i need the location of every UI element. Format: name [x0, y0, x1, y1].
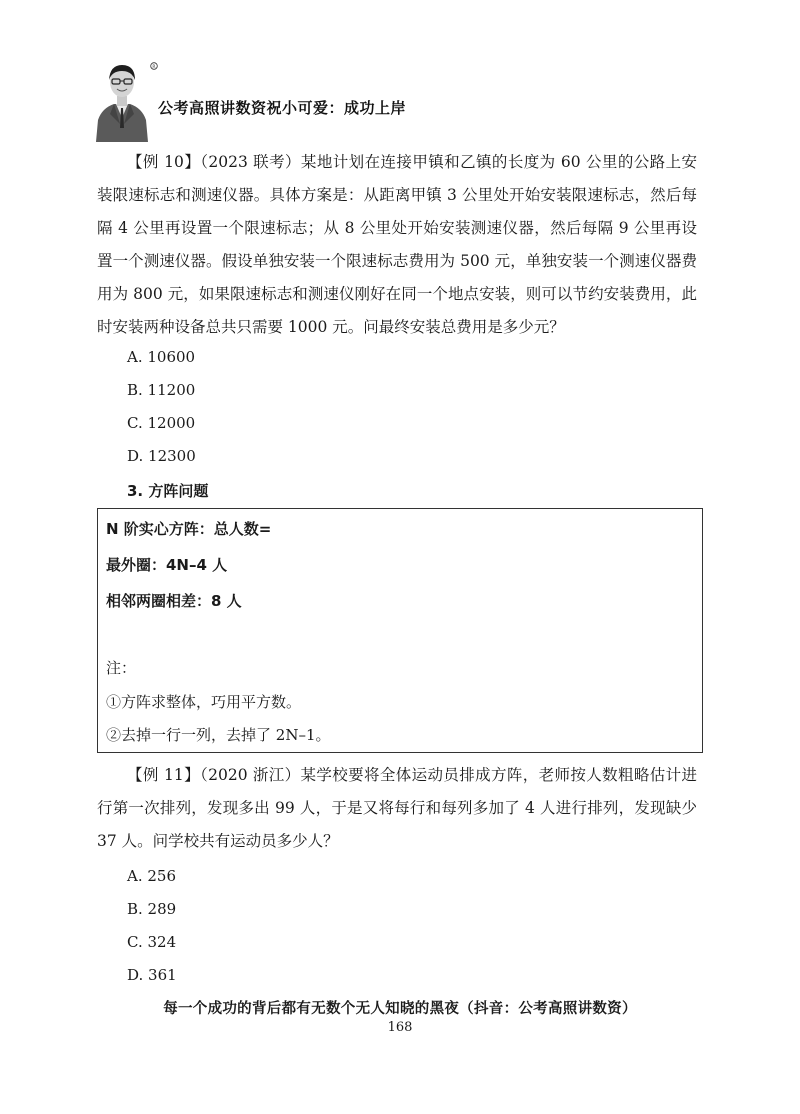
header-title: 公考高照讲数资祝小可爱：成功上岸 [158, 99, 407, 117]
formula-box [97, 508, 703, 753]
example-11-option-c: C. 324 [127, 933, 177, 951]
svg-text:R: R [152, 64, 156, 70]
footer-slogan: 每一个成功的背后都有无数个无人知晓的黑夜（抖音：公考高照讲数资） [163, 1001, 637, 1017]
page-header [92, 58, 512, 148]
example-11-option-d: D. 361 [127, 966, 177, 984]
page-number: 168 [387, 1020, 413, 1035]
formula-ring-difference: 相邻两圈相差：8 人 [106, 592, 242, 610]
example-10-option-a: A. 10600 [127, 348, 196, 366]
note-2: ②去掉一行一列，去掉了 2N–1。 [106, 726, 331, 744]
section-heading: 3. 方阵问题 [127, 482, 209, 500]
formula-outer-ring: 最外圈：4N–4 人 [106, 556, 228, 574]
registered-mark-icon [150, 62, 158, 70]
example-10-option-b: B. 11200 [127, 381, 196, 399]
avatar [92, 58, 152, 142]
note-1: ①方阵求整体，巧用平方数。 [106, 693, 302, 711]
example-10-question: 【例 10】（2023 联考）某地计划在连接甲镇和乙镇的长度为 60 公里的公路上安装限速标志和测速仪器。具体方案是：从距离甲镇 3 公里处开始安装限速标志，然后每隔 4 公里再设置一个限速标志；从 8 公里处开始安装测速仪器，然后每隔 9 公里再设置一个测速仪器。假设单独安装一个限速标志费用为 500 元，单独安装一个测速仪器费用为 800 元，如果限速标志和测速仪刚好在同一个地点安装，则可以节约安装费用，此时安装两种设备总共只需要 1000 元。问最终安装总费用是多少元？ [97, 153, 697, 336]
example-11-option-b: B. 289 [127, 900, 177, 918]
formula-total: N 阶实心方阵：总人数= [106, 520, 272, 538]
example-11-question: 【例 11】（2020 浙江）某学校要将全体运动员排成方阵，老师按人数粗略估计进行第一次排列，发现多出 99 人，于是又将每行和每列多加了 4 人进行排列，发现缺少 37 人。问学校共有运动员多少人？ [97, 766, 697, 850]
example-10-option-c: C. 12000 [127, 414, 196, 432]
note-label: 注： [106, 659, 137, 677]
example-11-option-a: A. 256 [127, 867, 176, 885]
example-10-option-d: D. 12300 [127, 447, 196, 465]
